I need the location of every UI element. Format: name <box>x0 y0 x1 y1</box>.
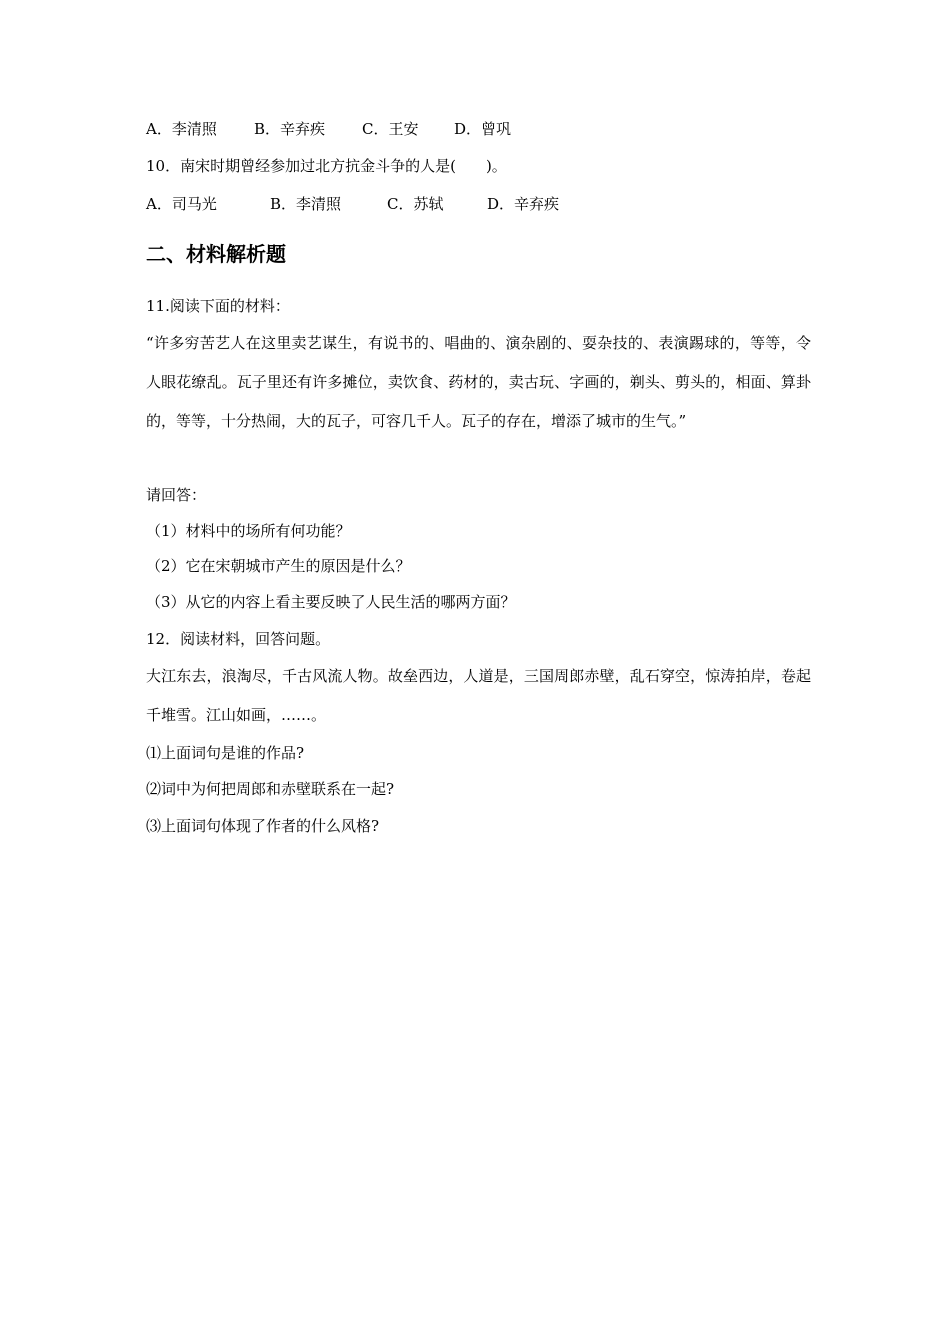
q12-material: 大江东去，浪淘尽，千古风流人物。故垒西边，人道是，三国周郎赤壁，乱石穿空，惊涛拍岸，卷起千堆雪。江山如画，……。 <box>146 667 811 724</box>
q9-options <box>146 119 511 139</box>
q12-title: 12．阅读材料，回答问题。 <box>146 630 331 648</box>
q9-option-a: A．李清照 <box>146 120 217 138</box>
q11-material: “许多穷苦艺人在这里卖艺谋生，有说书的、唱曲的、演杂剧的、耍杂技的、表演踢球的，等等，令人眼花缭乱。瓦子里还有许多摊位，卖饮食、药材的，卖古玩、字画的，剃头、剪头的，相面、算卦的，等等，十分热闹，大的瓦子，可容几千人。瓦子的存在，增添了城市的生气。” <box>146 334 811 430</box>
q12-sub-3: ⑶上面词句体现了作者的什么风格? <box>146 817 380 835</box>
q11-prompt: 请回答： <box>146 486 207 504</box>
q11-title: 11.阅读下面的材料： <box>146 297 290 315</box>
q9-option-b: B．辛弃疾 <box>254 120 326 138</box>
q10-options <box>146 194 559 214</box>
q10-question: 10．南宋时期曾经参加过北方抗金斗争的人是( )。 <box>146 157 507 175</box>
q11-sub-3: （3）从它的内容上看主要反映了人民生活的哪两方面？ <box>146 593 516 611</box>
q11-sub-1: （1）材料中的场所有何功能？ <box>146 522 351 540</box>
q10-option-c: C．苏轼 <box>387 195 444 213</box>
section-heading: 二、材料解析题 <box>146 242 286 266</box>
q9-option-d: D．曾巩 <box>454 120 512 138</box>
q10-option-d: D．辛弃疾 <box>487 195 560 213</box>
q12-sub-1: ⑴上面词句是谁的作品? <box>146 744 305 762</box>
q9-option-c: C．王安 <box>362 120 419 138</box>
q10-option-a: A．司马光 <box>146 195 217 213</box>
q12-sub-2: ⑵词中为何把周郎和赤壁联系在一起? <box>146 780 395 798</box>
q11-sub-2: （2）它在宋朝城市产生的原因是什么？ <box>146 557 411 575</box>
q10-option-b: B．李清照 <box>270 195 342 213</box>
